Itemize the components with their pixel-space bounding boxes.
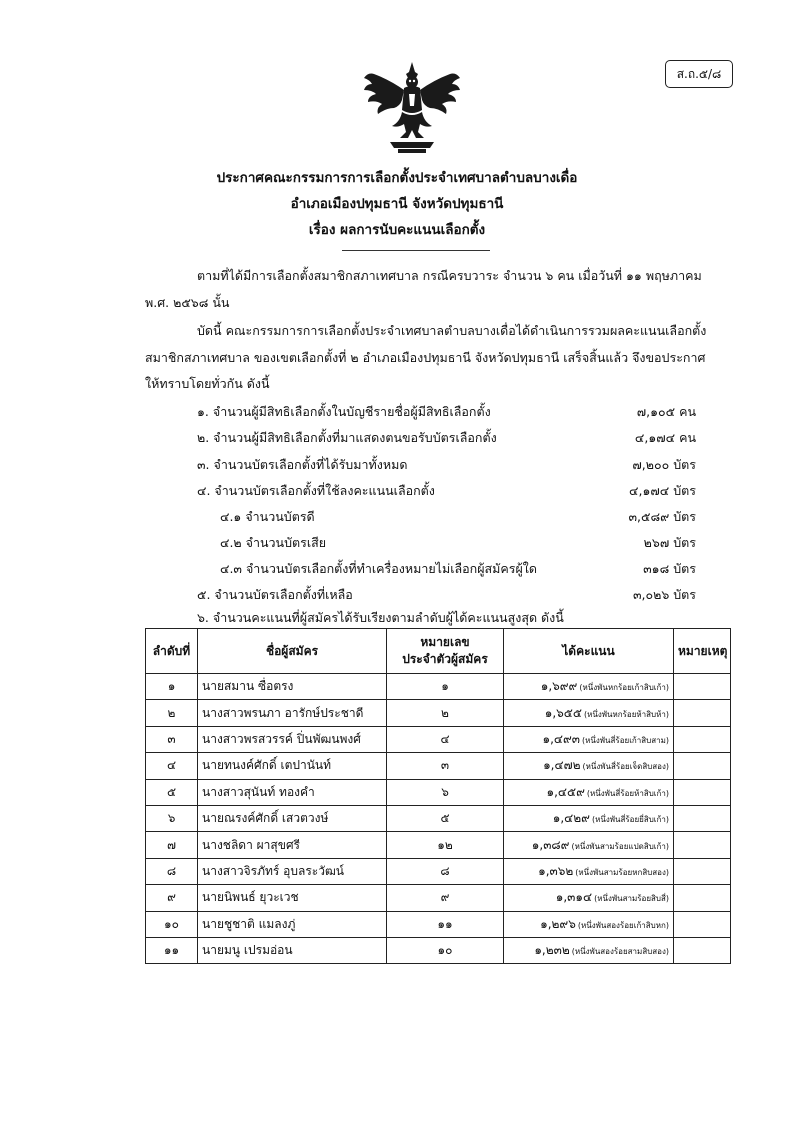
row-votes-words: (หนึ่งพันสามร้อยแปดสิบเก้า) [571,841,669,851]
row-rank: ๑๐ [146,911,198,937]
paragraph-1-line-1: ตามที่ได้มีการเลือกตั้งสมาชิกสภาเทศบาล กรณีครบวาระ จำนวน ๖ คน เมื่อวันที่ ๑๑ พฤษภาคม [197,268,702,283]
paragraph-2-line-2: สมาชิกสภาเทศบาล ของเขตเลือกตั้งที่ ๒ อำเภอเมืองปทุมธานี จังหวัดปทุมธานี เสร็จสิ้นแล้ว จึงขอประกาศ [145,350,706,365]
stat-value-ballots-received: ๗,๒๐๐ บัตร [632,457,696,472]
results-table [145,628,731,964]
row-votes-words: (หนึ่งพันหกร้อยเก้าสิบเก้า) [579,683,669,693]
row-remarks [674,858,731,884]
row-votes: ๑,๔๕๙ [546,784,585,799]
row-candidate-number: ๑๒ [387,832,504,858]
table-row [146,753,731,779]
garuda-emblem-icon [360,60,464,156]
stat-label-eligible-voters: ๑. จำนวนผู้มีสิทธิเลือกตั้งในบัญชีรายชื่อผู้มีสิทธิเลือกตั้ง [197,404,491,419]
row-votes-words: (หนึ่งพันสองร้อยเก้าสิบหก) [577,920,669,930]
table-row [146,858,731,884]
row-votes-cell [504,832,674,858]
stat-value-voters-present: ๔,๑๗๔ คน [634,430,696,445]
stat-value-remaining-ballots: ๓,๐๒๖ บัตร [632,587,696,602]
row-votes-cell [504,753,674,779]
table-row [146,726,731,752]
table-row [146,911,731,937]
row-votes: ๑,๓๖๒ [538,863,574,878]
row-remarks [674,911,731,937]
header-candidate-name: ชื่อผู้สมัคร [198,629,387,674]
header-remarks: หมายเหตุ [674,629,731,674]
row-candidate-number: ๓ [387,753,504,779]
row-rank: ๑ [146,674,198,700]
row-votes-words: (หนึ่งพันสามร้อยสิบสี่) [594,894,669,904]
paragraph-2-line-1: บัดนี้ คณะกรรมการการเลือกตั้งประจำเทศบาลตำบลบางเดื่อได้ดำเนินการรวมผลคะแนนเลือกตั้ง [197,323,707,338]
row-candidate-number: ๙ [387,885,504,911]
announcement-location: อำเภอเมืองปทุมธานี จังหวัดปทุมธานี [290,196,504,212]
row-votes: ๑,๓๘๙ [531,837,570,852]
announcement-title: ประกาศคณะกรรมการการเลือกตั้งประจำเทศบาลตำบลบางเดื่อ [216,170,578,186]
row-votes: ๑,๔๒๙ [552,811,590,826]
stat-label-invalid-ballots: ๔.๒ จำนวนบัตรเสีย [220,535,327,550]
row-remarks [674,753,731,779]
stat-value-invalid-ballots: ๒๖๗ บัตร [643,535,696,550]
table-row [146,885,731,911]
row-votes-words: (หนึ่งพันหกร้อยห้าสิบห้า) [583,709,669,719]
row-rank: ๔ [146,753,198,779]
stat-value-eligible-voters: ๗,๑๐๕ คน [636,404,696,419]
announcement-subject: เรื่อง ผลการนับคะแนนเลือกตั้ง [308,222,486,238]
title-divider [342,250,490,251]
row-candidate-number: ๔ [387,726,504,752]
results-intro: ๖. จำนวนคะแนนที่ผู้สมัครได้รับเรียงตามลำดับผู้ได้คะแนนสูงสุด ดังนี้ [197,610,564,625]
form-code: ส.ถ.๕/๘ [676,66,722,81]
row-votes: ๑,๔๗๒ [543,758,581,773]
row-votes-cell [504,885,674,911]
row-votes-cell [504,911,674,937]
row-candidate-name: นางสาวสุนันท์ ทองคำ [198,779,387,805]
row-rank: ๙ [146,885,198,911]
row-votes: ๑,๖๕๕ [544,705,582,720]
row-candidate-name: นายมนู เปรมอ่อน [198,937,387,963]
table-row [146,674,731,700]
header-rank: ลำดับที่ [146,629,198,674]
row-votes-cell [504,779,674,805]
row-candidate-number: ๘ [387,858,504,884]
stat-label-voters-present: ๒. จำนวนผู้มีสิทธิเลือกตั้งที่มาแสดงตนขอรับบัตรเลือกตั้ง [197,430,497,445]
row-rank: ๗ [146,832,198,858]
row-votes-words: (หนึ่งพันสี่ร้อยห้าสิบเก้า) [586,788,669,798]
row-remarks [674,832,731,858]
row-votes: ๑,๔๙๓ [542,731,581,746]
table-row [146,832,731,858]
row-rank: ๓ [146,726,198,752]
row-remarks [674,937,731,963]
row-candidate-name: นายณรงค์ศักดิ์ เสวตวงษ์ [198,805,387,831]
row-candidate-name: นางสาวพรนภา อารักษ์ประชาดี [198,700,387,726]
row-votes: ๑,๓๑๔ [555,890,593,905]
paragraph-2-line-3: ให้ทราบโดยทั่วกัน ดังนี้ [145,376,270,391]
row-votes: ๑,๒๙๖ [540,916,576,931]
row-candidate-name: นายนิพนธ์ ยุวะเวช [198,885,387,911]
header-candidate-number [387,629,504,674]
stat-value-no-vote-ballots: ๓๑๘ บัตร [643,561,696,576]
row-remarks [674,700,731,726]
row-candidate-name: นายชูชาติ แมลงภู่ [198,911,387,937]
row-remarks [674,885,731,911]
header-votes: ได้คะแนน [504,629,674,674]
row-votes-cell [504,726,674,752]
row-remarks [674,674,731,700]
form-code-box [665,60,733,88]
row-votes-cell [504,805,674,831]
table-row [146,937,731,963]
row-remarks [674,805,731,831]
row-candidate-number: ๒ [387,700,504,726]
row-remarks [674,779,731,805]
row-candidate-number: ๕ [387,805,504,831]
header-number-line-1: หมายเลข [420,635,470,649]
header-number-line-2: ประจำตัวผู้สมัคร [402,652,488,666]
stat-label-ballots-used: ๔. จำนวนบัตรเลือกตั้งที่ใช้ลงคะแนนเลือกตั้ง [197,483,435,498]
row-candidate-name: นางสาวจิรภัทร์ อุบลระวัฒน์ [198,858,387,884]
results-header-row [146,629,731,674]
row-rank: ๕ [146,779,198,805]
stat-label-no-vote-ballots: ๔.๓ จำนวนบัตรเลือกตั้งที่ทำเครื่องหมายไม่เลือกผู้สมัครผู้ใด [220,561,538,576]
row-rank: ๘ [146,858,198,884]
stat-label-ballots-received: ๓. จำนวนบัตรเลือกตั้งที่ได้รับมาทั้งหมด [197,457,408,472]
row-votes-words: (หนึ่งพันสองร้อยสามสิบสอง) [571,947,669,957]
stat-label-valid-ballots: ๔.๑ จำนวนบัตรดี [220,509,315,524]
row-rank: ๖ [146,805,198,831]
row-votes-words: (หนึ่งพันสี่ร้อยยี่สิบเก้า) [591,815,669,825]
row-votes-cell [504,937,674,963]
row-candidate-name: นายสมาน ซื่อตรง [198,674,387,700]
row-rank: ๒ [146,700,198,726]
row-candidate-name: นางสาวพรสวรรค์ ปิ่นพัฒนพงศ์ [198,726,387,752]
stat-value-ballots-used: ๔,๑๗๔ บัตร [629,483,696,498]
stat-value-valid-ballots: ๓,๕๘๙ บัตร [628,509,696,524]
row-candidate-name: นางชลิดา ผาสุขศรี [198,832,387,858]
row-candidate-number: ๑ [387,674,504,700]
row-rank: ๑๑ [146,937,198,963]
row-candidate-number: ๖ [387,779,504,805]
table-row [146,779,731,805]
row-votes-cell [504,858,674,884]
row-candidate-name: นายทนงค์ศักดิ์ เตปานันท์ [198,753,387,779]
row-votes-words: (หนึ่งพันสี่ร้อยเก้าสิบสาม) [582,735,669,745]
stat-label-remaining-ballots: ๕. จำนวนบัตรเลือกตั้งที่เหลือ [197,587,353,602]
row-remarks [674,726,731,752]
row-votes-words: (หนึ่งพันสามร้อยหกสิบสอง) [575,867,669,877]
row-candidate-number: ๑๐ [387,937,504,963]
row-votes-cell [504,674,674,700]
table-row [146,805,731,831]
row-votes: ๑,๒๓๒ [534,943,570,958]
paragraph-1-line-2: พ.ศ. ๒๕๖๘ นั้น [145,295,230,310]
row-votes: ๑,๖๙๙ [540,679,578,694]
results-body [146,674,731,964]
row-candidate-number: ๑๑ [387,911,504,937]
table-row [146,700,731,726]
row-votes-cell [504,700,674,726]
row-votes-words: (หนึ่งพันสี่ร้อยเจ็ดสิบสอง) [582,762,669,772]
